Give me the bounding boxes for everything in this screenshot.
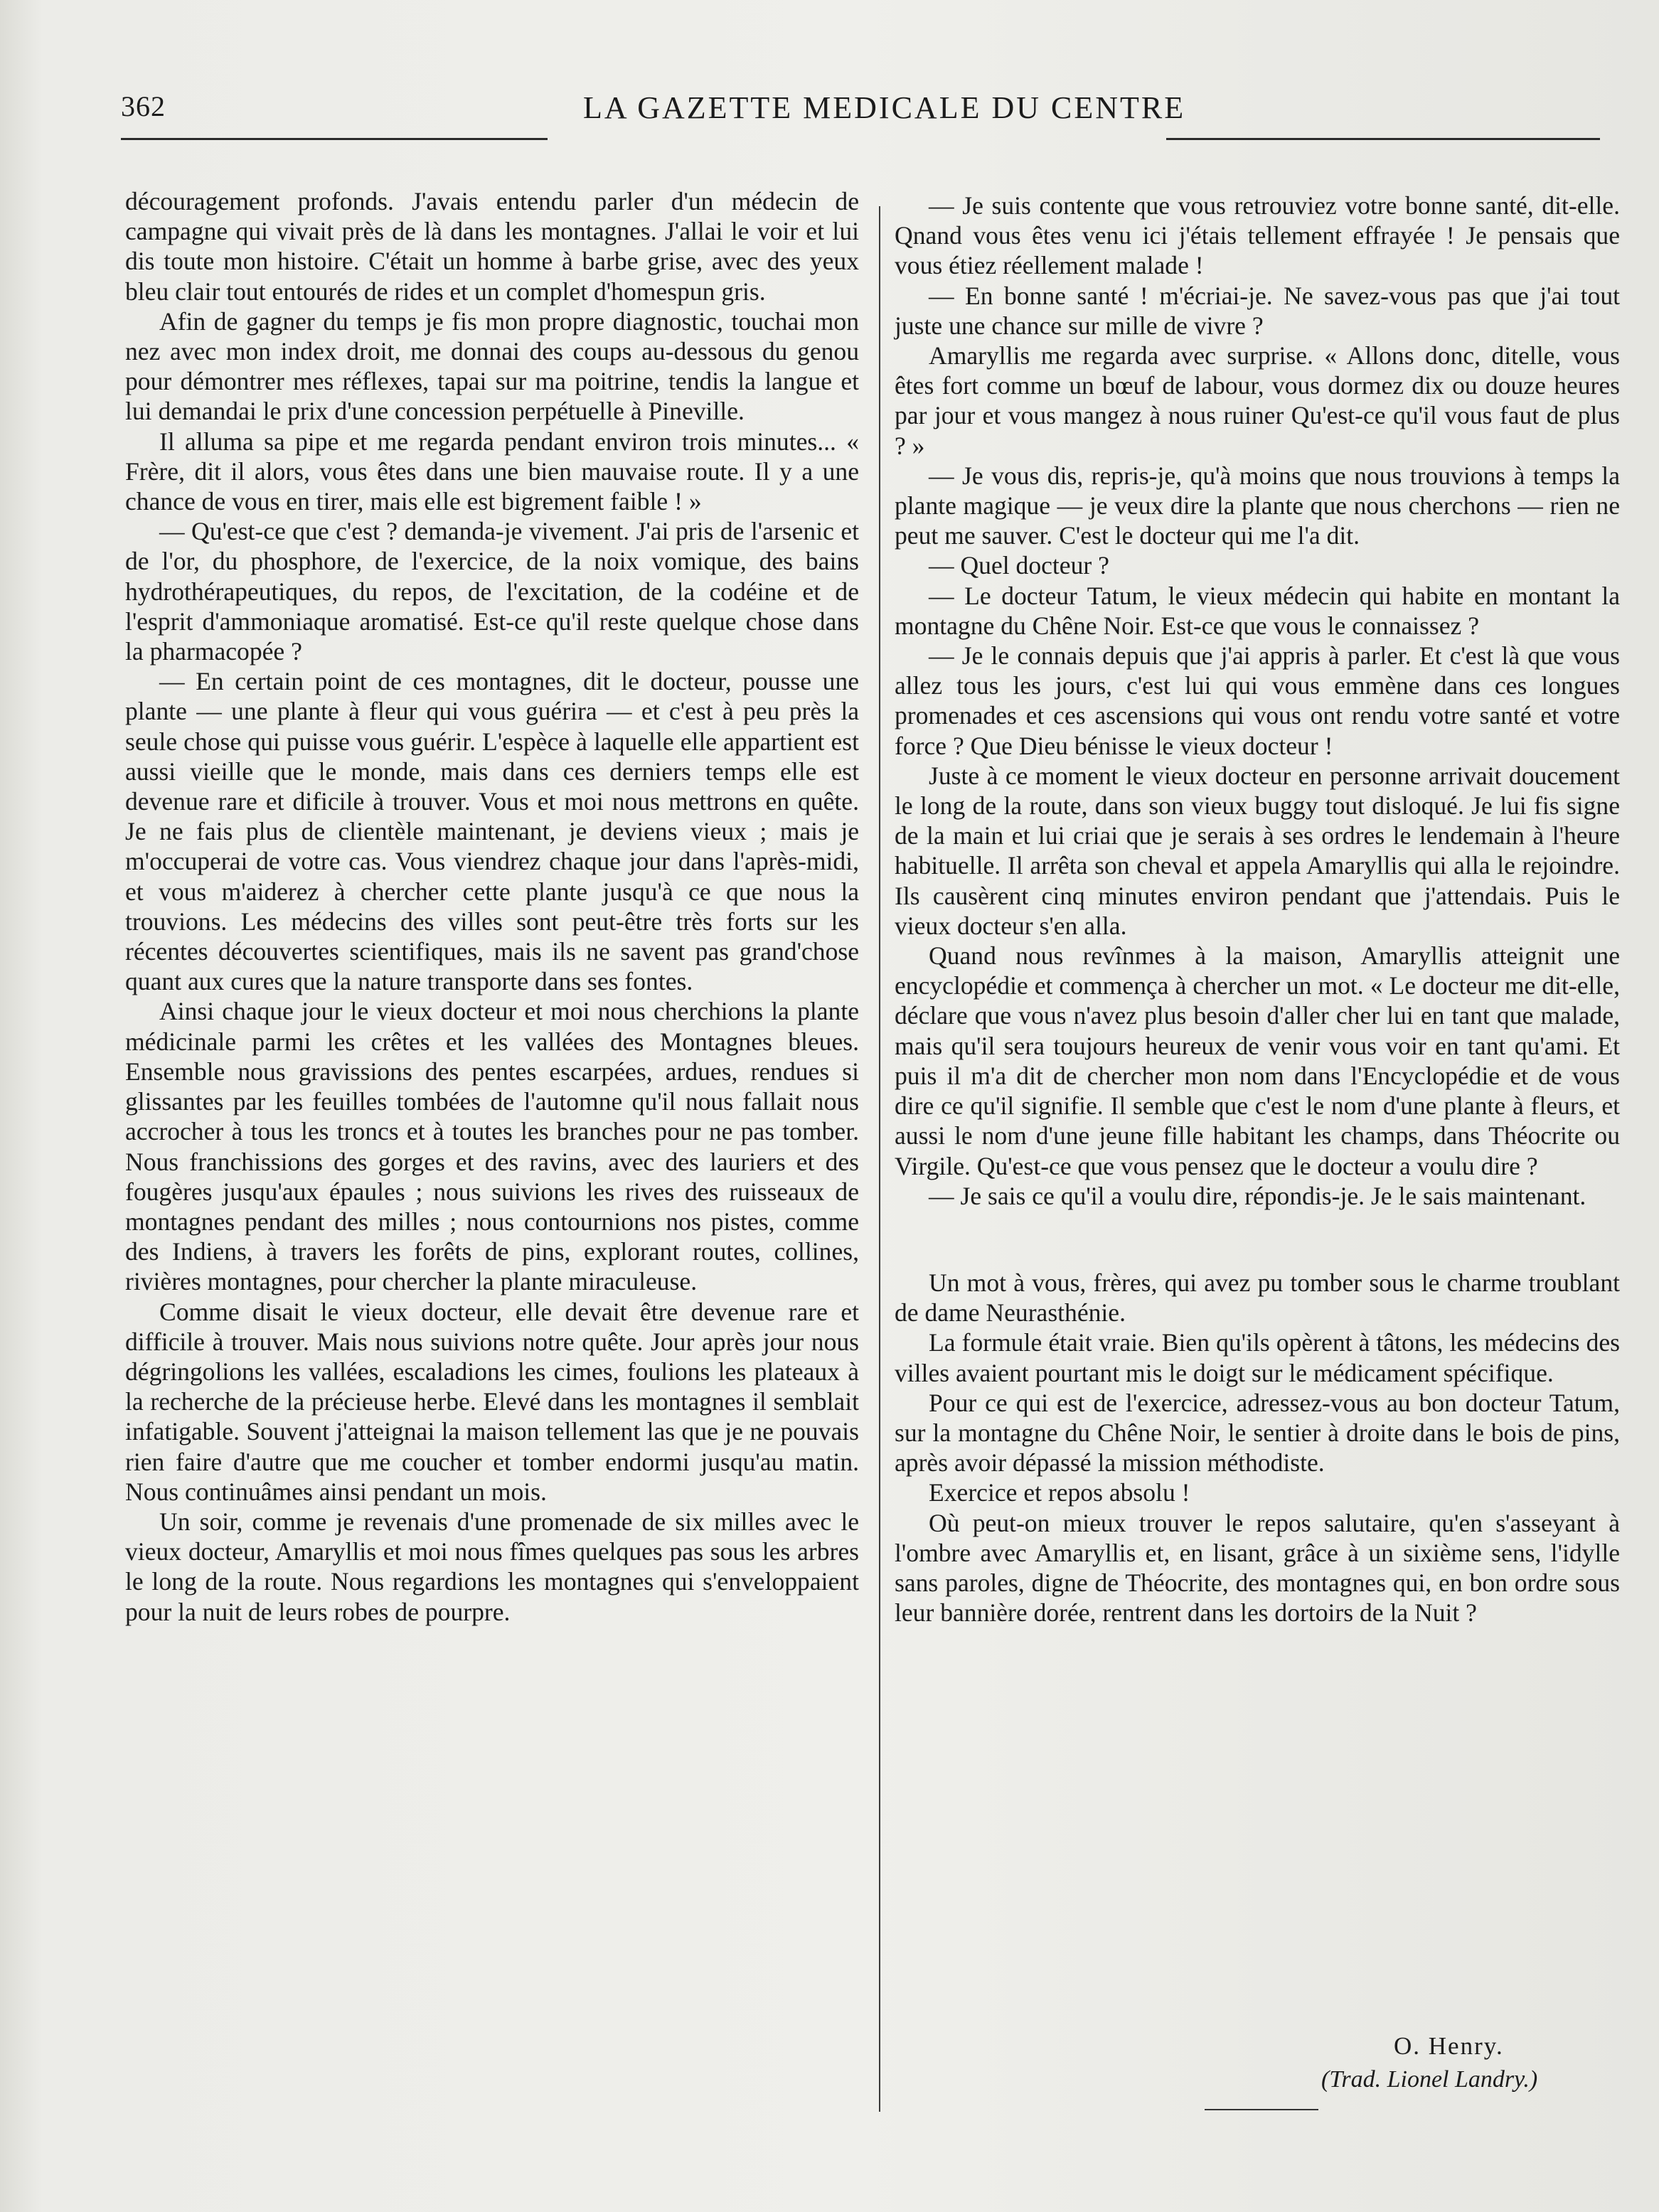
paragraph: La formule était vraie. Bien qu'ils opèrent à tâtons, les médecins des villes avaient pourtant mis le doigt sur le médicament spécifique.: [895, 1328, 1620, 1387]
author-signature: O. Henry.: [1394, 2032, 1504, 2060]
paragraph: Amaryllis me regarda avec surprise. « Allons donc, ditelle, vous êtes fort comme un bœuf de labour, vous dormez dix ou douze heures par jour et vous mangez à nous ruiner Qu'est-ce qu'il vous faut de plus ? »: [895, 341, 1620, 460]
paragraph: — Je vous dis, repris-je, qu'à moins que nous trouvions à temps la plante magique — je veux dire la plante que nous cherchons — rien ne peut me sauver. C'est le docteur qui me l'a dit.: [895, 461, 1620, 550]
paragraph: — Quel docteur ?: [929, 551, 1109, 580]
paragraph: Exercice et repos absolu !: [929, 1478, 1190, 1507]
paragraph: Afin de gagner du temps je fis mon propre diagnostic, touchai mon nez avec mon index droit, me donnai des coups au-dessous du genou pour démontrer mes réflexes, tapai sur ma poitrine, tendis la langue et lui demandai le prix d'une concession perpétuelle à Pineville.: [125, 306, 859, 426]
running-title: LA GAZETTE MEDICALE DU CENTRE: [583, 90, 1186, 125]
paragraph: — Le docteur Tatum, le vieux médecin qui habite en montant la montagne du Chêne Noir. Est-ce que vous le connaissez ?: [895, 581, 1620, 640]
page-header: [121, 84, 1614, 127]
translator-credit: (Trad. Lionel Landry.): [1321, 2066, 1538, 2093]
paragraph: Il alluma sa pipe et me regarda pendant environ trois minutes... « Frère, dit il alors, vous êtes dans une bien mauvaise route. Il y a une chance de vous en tirer, mais elle est bigrement faible ! »: [125, 427, 859, 516]
paragraph: Comme disait le vieux docteur, elle devait être devenue rare et difficile à trouver. Mais nous suivions notre quête. Jour après jour nous dégringolions les vallées, escaladions les cimes, foulions les plateaux à la recherche de la précieuse herbe. Elevé dans les montagnes il semblait infatigable. Souvent j'atteignai la maison tellement las que je ne pouvais rien faire d'autre que me coucher et tomber endormi jusqu'au matin. Nous continuâmes ainsi pendant un mois.: [125, 1297, 859, 1506]
page-number: 362: [121, 90, 166, 122]
paragraph: — Je suis contente que vous retrouviez votre bonne santé, dit-elle. Qnand vous êtes venu ici j'étais tellement effrayée ! Je pensais que vous étiez réellement malade !: [895, 191, 1620, 280]
paragraph: — Qu'est-ce que c'est ? demanda-je vivement. J'ai pris de l'arsenic et de l'or, du phosphore, de l'exercice, de la noix vomique, des bains hydrothérapeutiques, du repos, de l'excitation, de la codéine et de l'esprit d'ammoniaque aromatisé. Est-ce qu'il reste quelque chose dans la pharmacopée ?: [125, 517, 859, 666]
paragraph: — Je sais ce qu'il a voulu dire, répondis-je. Je le sais maintenant.: [929, 1181, 1586, 1210]
section-gap: [895, 1211, 1620, 1268]
paragraph: — En certain point de ces montagnes, dit le docteur, pousse une plante — une plante à fleur qui vous guérira — et c'est à peu près la seule chose qui puisse vous guérir. L'espèce à laquelle elle appartient est aussi vieille que le monde, mais dans ces derniers temps elle est devenue rare et dificile à trouver. Vous et moi nous mettrons en quête. Je ne fais plus de clientèle maintenant, je deviens vieux ; mais je m'occuperai de votre cas. Vous viendrez chaque jour dans l'après-midi, et vous m'aiderez à chercher cette plante jusqu'à ce que nous la trouvions. Les médecins des villes sont peut-être très forts sur les récentes découvertes scientifiques, mais ils ne savent pas grand'chose quant aux cures que la nature transporte dans ses fontes.: [125, 667, 859, 996]
paragraph: Ainsi chaque jour le vieux docteur et moi nous cherchions la plante médicinale parmi les crêtes et les vallées des Montagnes bleues. Ensemble nous gravissions des pentes escarpées, ardues, rendues si glissantes par les feuilles tombées de l'automne qu'il nous fallait nous accrocher à tous les troncs et à toutes les branches pour ne pas tomber. Nous franchissions des gorges et des ravins, avec des lauriers et des fougères jusqu'aux épaules ; nous suivions les rives des ruisseaux de montagnes pendant des milles ; nous contournions nos pistes, comme des Indiens, à travers les forêts de pins, explorant routes, collines, rivières montagnes, pour chercher la plante miraculeuse.: [125, 997, 859, 1296]
closing-rule: [1205, 2109, 1318, 2110]
header-rule-left: [121, 138, 548, 140]
paragraph: découragement profonds. J'avais entendu parler d'un médecin de campagne qui vivait près de là dans les montagnes. J'allai le voir et lui dis toute mon histoire. C'était un homme à barbe grise, avec des yeux bleu clair tout entourés de rides et un complet d'homespun gris.: [125, 187, 859, 306]
paragraph: Pour ce qui est de l'exercice, adressez-vous au bon docteur Tatum, sur la montagne du Chêne Noir, le sentier à droite dans le bois de pins, après avoir dépassé la mission méthodiste.: [895, 1388, 1620, 1478]
paragraph: — Je le connais depuis que j'ai appris à parler. Et c'est là que vous allez tous les jours, c'est lui qui vous emmène dans ces longues promenades et ces ascensions qui vous ont rendu votre santé et votre force ? Que Dieu bénisse le vieux docteur !: [895, 641, 1620, 760]
paragraph: Juste à ce moment le vieux docteur en personne arrivait doucement le long de la route, dans son vieux buggy tout disloqué. Je lui fis signe de la main et lui criai que je serais à ses ordres le lendemain à l'heure habituelle. Il arrêta son cheval et appela Amaryllis qui alla le rejoindre. Ils causèrent cinq minutes environ pendant que j'attendais. Puis le vieux docteur s'en alla.: [895, 761, 1620, 940]
left-column: [125, 186, 859, 1627]
right-column: [895, 191, 1620, 1628]
header-rule-right: [1166, 138, 1600, 140]
paragraph: Un mot à vous, frères, qui avez pu tomber sous le charme troublant de dame Neurasthénie.: [895, 1268, 1620, 1327]
paragraph: Où peut-on mieux trouver le repos salutaire, qu'en s'asseyant à l'ombre avec Amaryllis et, en lisant, grâce à un sixième sens, l'idylle sans paroles, digne de Théocrite, des montagnes qui, en bon ordre sous leur bannière dorée, rentrent dans les dortoirs de la Nuit ?: [895, 1508, 1620, 1628]
column-divider: [879, 206, 880, 2112]
paragraph: Quand nous revînmes à la maison, Amaryllis atteignit une encyclopédie et commença à chercher un mot. « Le docteur me dit-elle, déclare que vous n'avez plus besoin d'aller cher lui en tant que malade, mais qu'il sera toujours heureux de venir vous voir en tant qu'ami. Et puis il m'a dit de chercher mon nom dans l'Encyclopédie et de vous dire ce qu'il signifie. Il semble que c'est le nom d'une plante à fleurs, et aussi le nom d'une jeune fille habitant les champs, dans Théocrite ou Virgile. Qu'est-ce que vous pensez que le docteur a voulu dire ?: [895, 941, 1620, 1180]
paragraph: — En bonne santé ! m'écriai-je. Ne savez-vous pas que j'ai tout juste une chance sur mille de vivre ?: [895, 281, 1620, 340]
paragraph: Un soir, comme je revenais d'une promenade de six milles avec le vieux docteur, Amaryllis et moi nous fîmes quelques pas sous les arbres le long de la route. Nous regardions les montagnes qui s'enveloppaient pour la nuit de leurs robes de pourpre.: [125, 1507, 859, 1626]
